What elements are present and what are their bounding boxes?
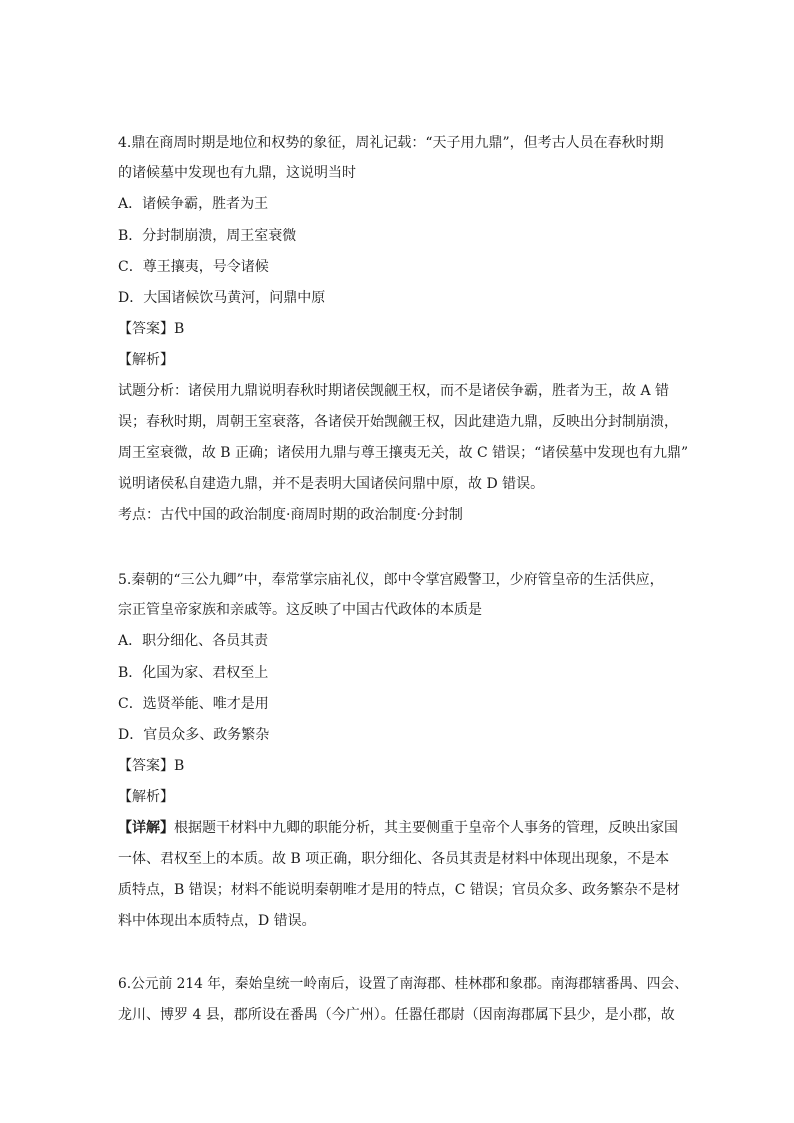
q5-detail-text: 根据题干材料中九卿的职能分析，其主要侧重于皇帝个人事务的管理，反映出家国 [174, 820, 678, 836]
q6-stem: 6.公元前 214 年，秦始皇统一岭南后，设置了南海郡、桂林郡和象郡。南海郡辖番禺、四会、 [118, 976, 688, 992]
q6-stem: 龙川、博罗 4 县，郡所设在番禺（今广州）。任嚣任郡尉（因南海郡属下县少，是小郡，故 [118, 1007, 675, 1023]
q4-option-c: C．尊王攘夷，号令诸候 [118, 259, 269, 275]
q4-analysis: 试题分析：诸侯用九鼎说明春秋时期诸侯觊觎王权，而不是诸侯争霸，胜者为王，故 A 错 [118, 383, 670, 399]
q4-stem: 的诸候墓中发现也有九鼎，这说明当时 [118, 165, 356, 181]
q5-detail: 料中体现出本质特点，D 错误。 [118, 913, 316, 929]
q4-analysis-label: 【解析】 [118, 352, 174, 368]
q5-option-a: A．职分细化、各员其责 [118, 633, 269, 649]
q4-analysis: 说明诸侯私自建造九鼎，并不是表明大国诸侯问鼎中原，故 D 错误。 [118, 476, 545, 492]
q5-detail: 一体、君权至上的本质。故 B 项正确，职分细化、各员其责是材料中体现出现象，不是本 [118, 851, 670, 867]
q5-analysis-label: 【解析】 [118, 789, 174, 805]
q5-detail [118, 818, 688, 838]
q4-analysis: 误；春秋时期，周朝王室衰落，各诸侯开始觊觎王权，因此建造九鼎，反映出分封制崩溃， [118, 414, 678, 430]
q5-stem: 5.秦朝的“三公九卿”中，奉常掌宗庙礼仪，郎中令掌宫殿警卫，少府管皇帝的生活供应， [118, 572, 664, 588]
q4-kaodian: 考点：古代中国的政治制度·商周时期的政治制度·分封制 [118, 507, 463, 523]
q4-option-d: D．大国诸候饮马黄河，问鼎中原 [118, 290, 326, 306]
q4-stem: 4.鼎在商周时期是地位和权势的象征，周礼记载：“天子用九鼎”，但考古人员在春秋时期 [118, 135, 664, 151]
q5-option-d: D．官员众多、政务繁杂 [118, 727, 270, 743]
q5-option-c: C．选贤举能、唯才是用 [118, 696, 269, 712]
q4-option-b: B．分封制崩溃，周王室衰微 [118, 228, 297, 244]
q5-detail: 质特点，B 错误；材料不能说明秦朝唯才是用的特点，C 错误；官员众多、政务繁杂不是材 [118, 882, 680, 898]
q5-option-b: B．化国为家、君权至上 [118, 665, 269, 681]
q4-analysis: 周王室衰微，故 B 正确；诸侯用九鼎与尊王攘夷无关，故 C 错误；“诸侯墓中发现也有九鼎” [118, 445, 689, 461]
q5-stem: 宗正管皇帝家族和亲戚等。这反映了中国古代政体的本质是 [118, 602, 482, 618]
q4-answer: 【答案】B [118, 321, 185, 337]
q5-answer: 【答案】B [118, 758, 185, 774]
q4-option-a: A．诸候争霸，胜者为王 [118, 196, 269, 212]
q5-detail-label: 【详解】 [118, 820, 174, 836]
